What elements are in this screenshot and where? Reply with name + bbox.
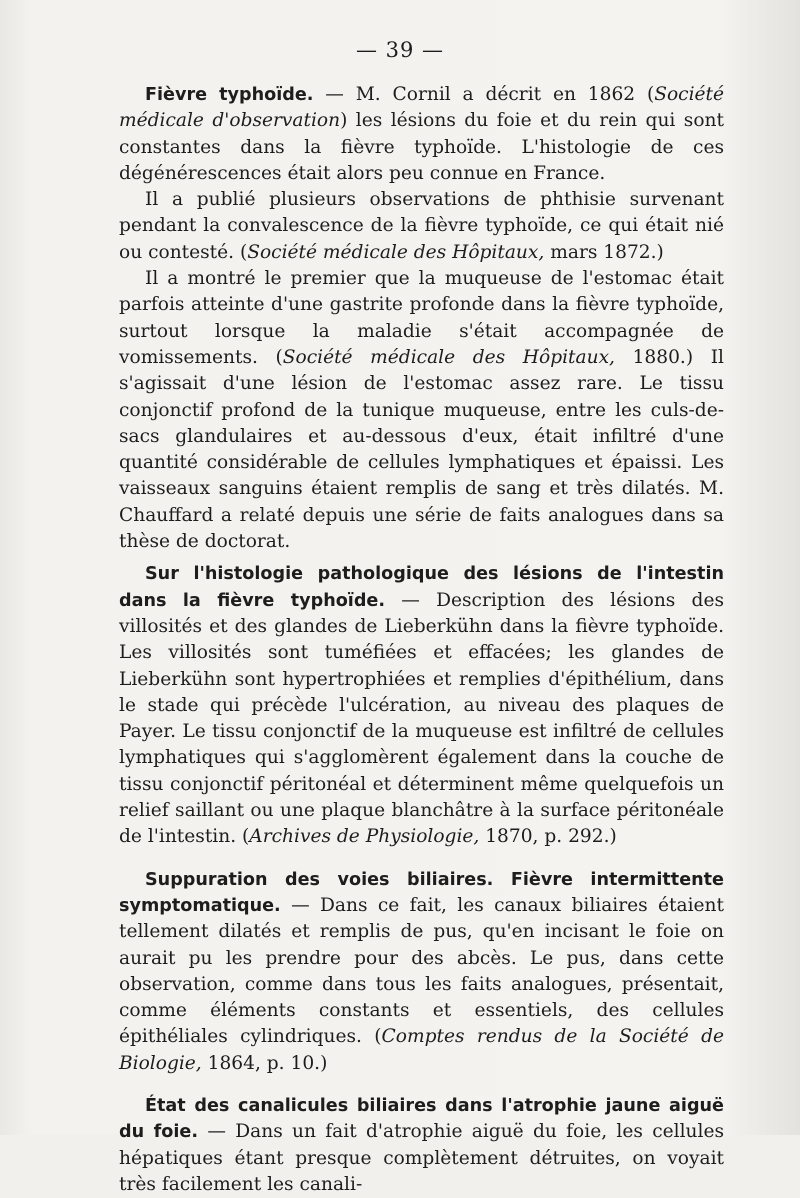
page-number: — 39 — [355,38,445,62]
paragraph-text: mars 1872.) [544,241,664,263]
paragraph-canalicules [119,1093,724,1198]
paragraph-text: ) les lésions du foie et du rein qui sont constantes dans la fièvre typhoïde. L'histologie de ces dégénérescences était alors peu connue en France. [119,110,724,184]
citation: Comptes rendus de la Société de Biologie, [119,1026,724,1074]
citation: Archives de Physiologie, [249,826,480,848]
paragraph-text: 1870, p. 292.) [479,826,617,848]
citation: Société médicale d'observation [119,84,724,132]
citation: Société médicale des Hôpitaux, [282,346,615,368]
paragraph-suppuration [119,867,724,1077]
section-heading: Suppuration des voies biliaires. Fièvre intermittente symptomatique. [119,869,724,916]
paragraph-text: Il a publié plusieurs observations de phthisie survenant pendant la convalescence de la fièvre typhoïde, ce qui était nié ou contesté. ( [119,189,724,263]
section-heading: État des canalicules biliaires dans l'atrophie jaune aiguë du foie. [119,1095,724,1143]
citation: Société médicale des Hôpitaux, [247,241,545,263]
paragraph-text: 1864, p. 10.) [201,1052,328,1074]
paragraph-text: 1880.) Il s'agissait d'une lésion de l'estomac assez rare. Le tissu conjonctif profond de la tunique muqueuse, entre les culs-de-sacs glandulaires et au-dessous d'eux, était infiltré d'une quantité considérable de cellules lymphatiques et épaissi. Les vaisseaux sanguins étaient remplis de sang et très dilatés. M. Chauffard a relaté depuis une série de faits analogues dans sa thèse de doctorat. [119,346,724,553]
paragraph-fievre-typhoide [119,82,724,187]
paragraph-phthisie [119,187,724,266]
paragraph-gastrite [119,266,724,555]
paragraph-text: — Description des lésions des villosités et des glandes de Lieberkühn dans la fièvre typhoïde. Les villosités sont tuméfiées et effacées; les glandes de Lieberkühn sont hypertrophiées et remplies d'épithélium, dans le stade qui précède l'ulcération, au niveau des plaques de Payer. Le tissu conjonctif de la muqueuse est infiltré de cellules lymphatiques qui s'agglomèrent également dans la couche de tissu conjonctif péritonéal et déterminent même quelquefois un relief saillant ou une plaque blanchâtre à la surface péritonéale de l'intestin. ( [119,589,725,848]
section-heading: Fièvre typhoïde. [145,85,314,105]
paragraph-text: Il a montré le premier que la muqueuse de l'estomac était parfois atteinte d'une gastrite profonde dans la fièvre typhoïde, surtout lorsque la maladie s'était accompagnée de vomissements. ( [119,268,724,368]
paragraph-text: — Dans ce fait, les canaux biliaires étaient tellement dilatés et remplis de pus, qu'en incisant le foie on aurait pu les prendre pour des abcès. Le pus, dans cette observation, comme dans tous les faits analogues, présentait, comme éléments constants et essentiels, des cellules épithéliales cylindriques. ( [119,894,724,1048]
paragraph-text: — M. Cornil a décrit en 1862 ( [313,84,655,105]
paragraph-intestin [119,561,724,850]
section-heading: Sur l'histologie pathologique des lésions de l'intestin dans la fièvre typhoïde. [119,564,724,611]
paragraph-text: — Dans un fait d'atrophie aiguë du foie, les cellules hépatiques étant presque complètement détruites, on voyait très facilement les canali- [119,1121,724,1195]
body-text [119,82,724,1198]
